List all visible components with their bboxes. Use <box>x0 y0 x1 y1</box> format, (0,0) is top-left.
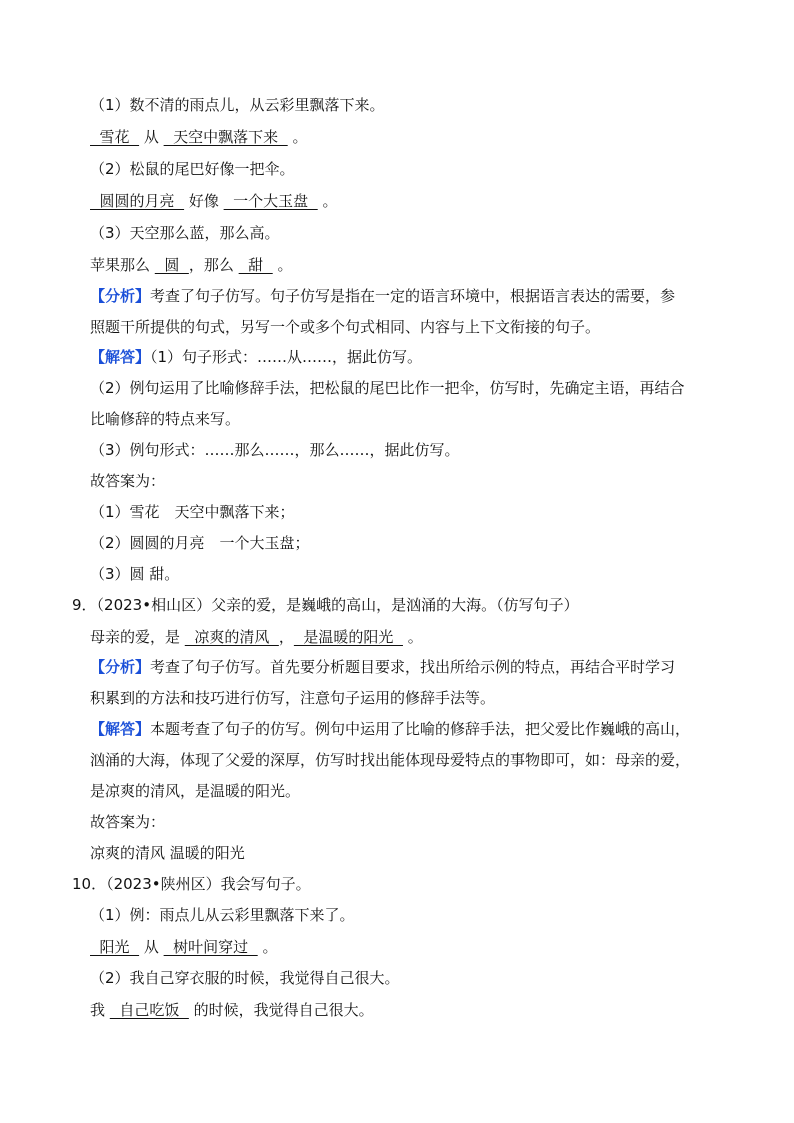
answer-line <box>90 1000 374 1020</box>
question-line: （3）天空那么蓝，那么高。 <box>90 224 280 242</box>
text-line: 比喻修辞的特点来写。 <box>90 410 241 428</box>
answer-line <box>90 627 423 647</box>
text: ，那么 <box>188 256 239 274</box>
answer-blank: 凉爽的清风 <box>184 628 279 646</box>
text: 。 <box>402 628 423 646</box>
solution-line <box>90 719 690 739</box>
text-line: 凉爽的清风 温暖的阳光 <box>90 844 245 862</box>
text: 母亲的爱，是 <box>90 628 185 646</box>
text-line: 照题干所提供的句式，另写一个或多个句式相同、内容与上下文衔接的句子。 <box>90 318 601 336</box>
text-line: （2）例句运用了比喻修辞手法，把松鼠的尾巴比作一把伞，仿写时，先确定主语，再结合 <box>90 379 685 397</box>
text: 好像 <box>184 192 224 210</box>
answer-line <box>90 127 307 147</box>
analysis-tag: 【分析】 <box>90 287 151 305</box>
text-line: 是凉爽的清风，是温暖的阳光。 <box>90 782 301 800</box>
text-line: （3）圆 甜。 <box>90 565 180 583</box>
question-heading: 10．（2023•陕州区）我会写句子。 <box>72 875 311 893</box>
text-line: 故答案为： <box>90 472 166 490</box>
analysis-line <box>90 286 675 306</box>
text: 本题考查了句子的仿写。例句中运用了比喻的修辞手法，把父爱比作巍峨的高山， <box>150 720 691 738</box>
analysis-tag: 【分析】 <box>90 658 151 676</box>
answer-blank: 树叶间穿过 <box>163 938 258 956</box>
answer-blank: 一个大玉盘 <box>223 192 318 210</box>
answer-blank: 圆圆的月亮 <box>90 192 185 210</box>
solution-tag: 【解答】 <box>90 348 151 366</box>
answer-blank: 是温暖的阳光 <box>293 628 403 646</box>
solution-line <box>90 347 422 367</box>
answer-blank: 自己吃饭 <box>109 1001 189 1019</box>
answer-line <box>90 191 337 211</box>
answer-line <box>90 255 293 275</box>
text: 。 <box>272 256 293 274</box>
answer-line <box>90 937 277 957</box>
text: 。 <box>317 192 338 210</box>
text: （1）句子形式：……从……，据此仿写。 <box>150 348 423 366</box>
text: 考查了句子仿写。首先要分析题目要求，找出所给示例的特点，再结合平时学习 <box>150 658 676 676</box>
answer-blank: 天空中飘落下来 <box>163 128 288 146</box>
answer-blank: 阳光 <box>90 938 140 956</box>
text: 。 <box>257 938 278 956</box>
question-line: （2）我自己穿衣服的时候，我觉得自己很大。 <box>90 969 400 987</box>
text-line: （1）雪花 天空中飘落下来； <box>90 503 295 521</box>
question-heading: 9．（2023•相山区）父亲的爱，是巍峨的高山，是汹涌的大海。（仿写句子） <box>72 596 579 614</box>
text-line: （2）圆圆的月亮 一个大玉盘； <box>90 534 310 552</box>
text-line: 积累到的方法和技巧进行仿写，注意句子运用的修辞手法等。 <box>90 689 496 707</box>
answer-blank: 圆 <box>154 256 189 274</box>
answer-blank: 甜 <box>238 256 273 274</box>
text: 考查了句子仿写。句子仿写是指在一定的语言环境中，根据语言表达的需要，参 <box>150 287 676 305</box>
analysis-line <box>90 657 675 677</box>
text: 从 <box>139 128 164 146</box>
answer-blank: 雪花 <box>90 128 140 146</box>
text: 。 <box>287 128 308 146</box>
question-line: （1）数不清的雨点儿，从云彩里飘落下来。 <box>90 96 385 114</box>
text-line: （3）例句形式：……那么……，那么……，据此仿写。 <box>90 441 460 459</box>
text-line: 汹涌的大海，体现了父爱的深厚，仿写时找出能体现母爱特点的事物即可，如：母亲的爱， <box>90 751 691 769</box>
text: 的时候，我觉得自己很大。 <box>188 1001 374 1019</box>
text: 苹果那么 <box>90 256 155 274</box>
text: 从 <box>139 938 164 956</box>
text-line: 故答案为： <box>90 813 166 831</box>
text: ， <box>278 628 294 646</box>
text: 我 <box>90 1001 110 1019</box>
solution-tag: 【解答】 <box>90 720 151 738</box>
question-line: （2）松鼠的尾巴好像一把伞。 <box>90 160 295 178</box>
question-line: （1）例：雨点儿从云彩里飘落下来了。 <box>90 906 355 924</box>
